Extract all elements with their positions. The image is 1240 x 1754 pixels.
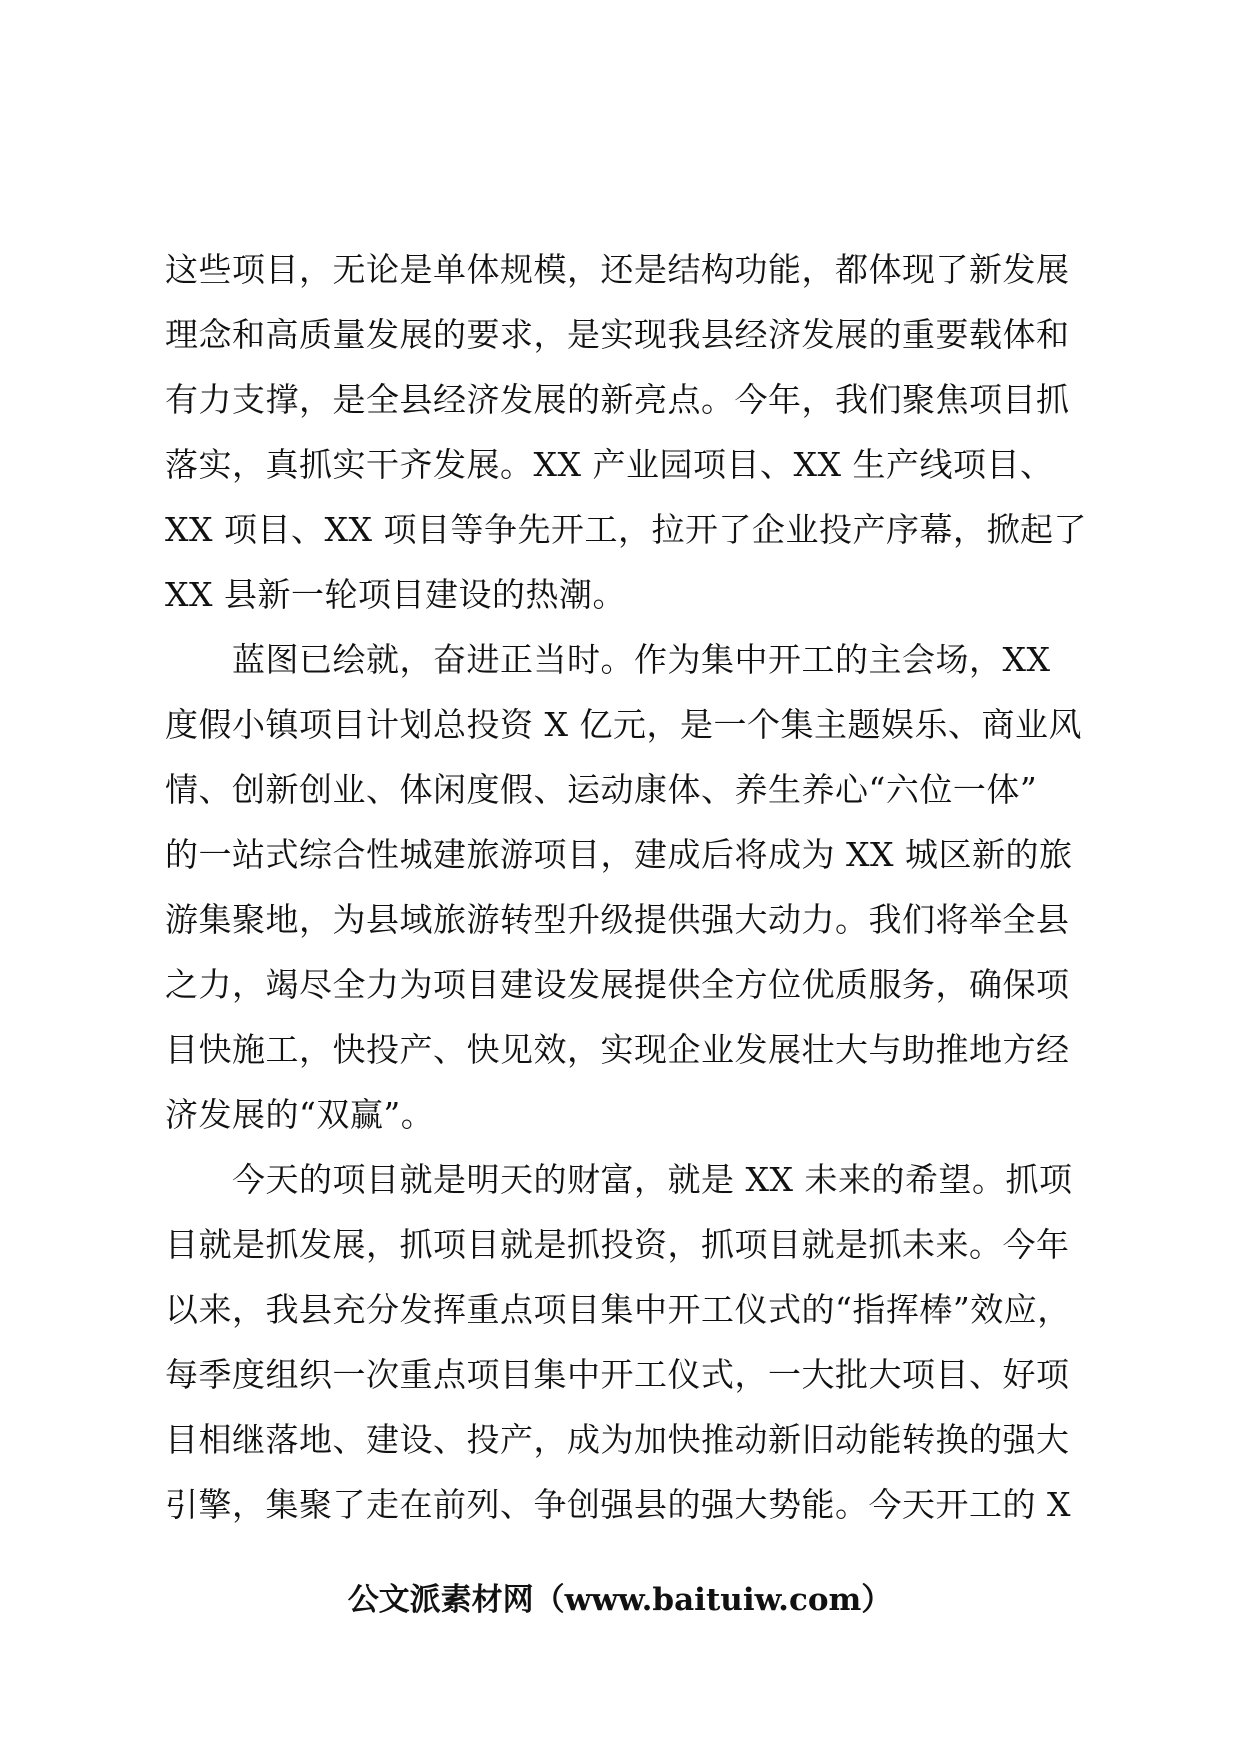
text-line: 目就是抓发展，抓项目就是抓投资，抓项目就是抓未来。今年 [165, 1225, 1070, 1264]
text-line: 以来，我县充分发挥重点项目集中开工仪式的“指挥棒”效应， [165, 1290, 1071, 1329]
text-line: 每季度组织一次重点项目集中开工仪式，一大批大项目、好项 [165, 1355, 1070, 1394]
text-line: 情、创新创业、体闲度假、运动康体、养生养心“六位一体” [165, 770, 1038, 809]
text-line: 济发展的“双赢”。 [165, 1095, 435, 1134]
text-line: 蓝图已绘就，奋进正当时。作为集中开工的主会场，XX [165, 640, 1051, 679]
text-line: 游集聚地，为县域旅游转型升级提供强大动力。我们将举全县 [165, 900, 1070, 939]
text-line: 之力，竭尽全力为项目建设发展提供全方位优质服务，确保项 [165, 965, 1070, 1004]
text-line: 这些项目，无论是单体规模，还是结构功能，都体现了新发展 [165, 250, 1070, 289]
text-line: XX 县新一轮项目建设的热潮。 [165, 575, 626, 614]
text-line: 度假小镇项目计划总投资 X 亿元，是一个集主题娱乐、商业风 [165, 705, 1082, 744]
text-line: 今天的项目就是明天的财富，就是 XX 未来的希望。抓项 [165, 1160, 1073, 1199]
text-line: 有力支撑，是全县经济发展的新亮点。今年，我们聚焦项目抓 [165, 380, 1070, 419]
footer-watermark: 公文派素材网（www.baituiw.com） [347, 1582, 893, 1618]
text-line: 的一站式综合性城建旅游项目，建成后将成为 XX 城区新的旅 [165, 835, 1073, 874]
text-line: 落实，真抓实干齐发展。XX 产业园项目、XX 生产线项目、 [165, 445, 1054, 484]
text-line: 理念和高质量发展的要求，是实现我县经济发展的重要载体和 [165, 315, 1070, 354]
text-line: 目快施工，快投产、快见效，实现企业发展壮大与助推地方经 [165, 1030, 1070, 1069]
text-line: 引擎，集聚了走在前列、争创强县的强大势能。今天开工的 X [165, 1485, 1071, 1524]
body-text [165, 237, 1125, 1537]
text-line: XX 项目、XX 项目等争先开工，拉开了企业投产序幕，掀起了 [165, 510, 1087, 549]
text-line: 目相继落地、建设、投产，成为加快推动新旧动能转换的强大 [165, 1420, 1070, 1459]
